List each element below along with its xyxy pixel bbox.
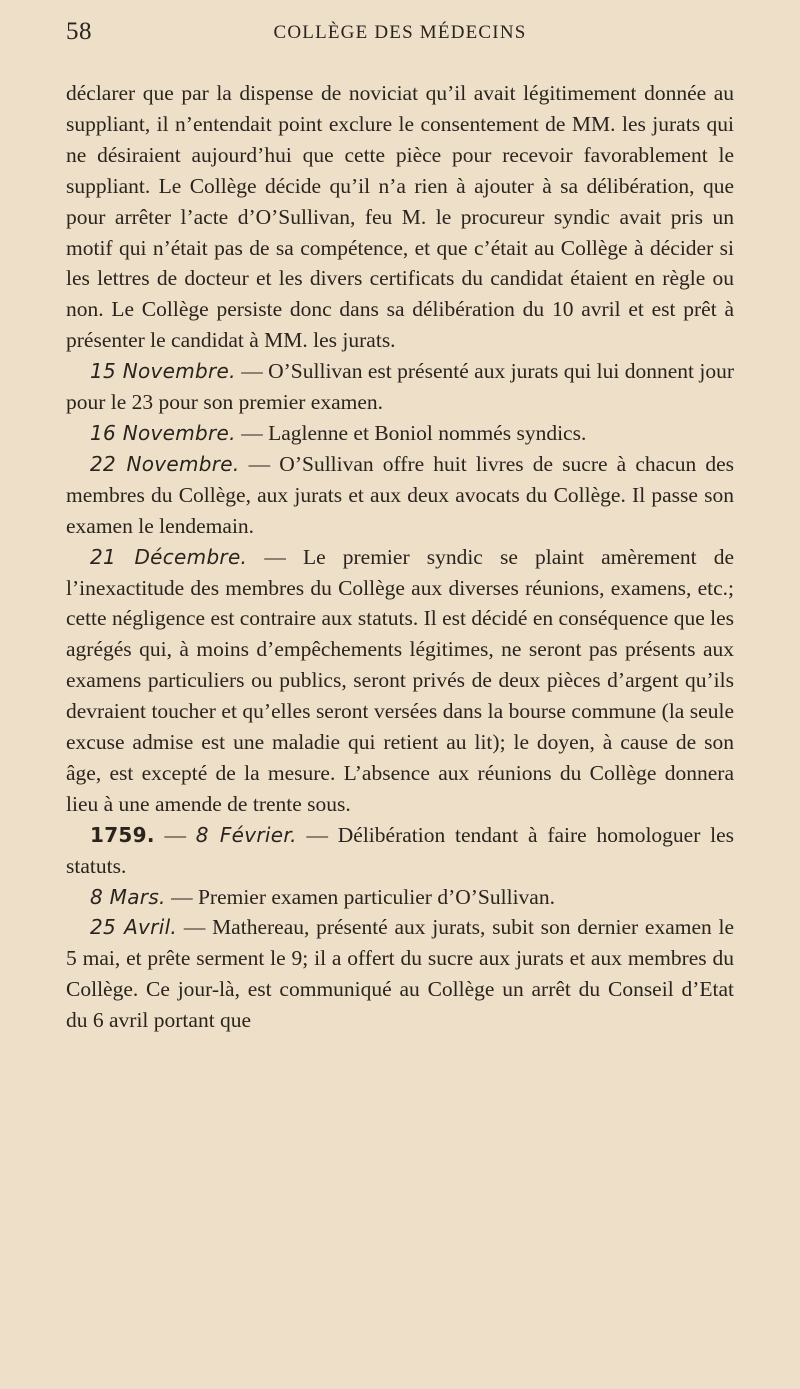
entry-date: 15 Novembre. [90, 359, 236, 384]
entry-text: — Délibération tendant à faire homologuer les statuts. [66, 822, 735, 878]
paragraph-continuation: déclarer que par la dispense de noviciat qu’il avait légitimement donnée au suppliant, il n’entendait point exclure le consentement de MM. les jurats qui ne désiraient aujourd’hui que cette pièce pour recevoir favorablement le suppliant. Le Collège décide qu’il n’a rien à ajouter à sa délibération, que pour arrêter l’acte d’O’Sullivan, feu M. le procureur syndic avait pris un motif qui n’était pas de sa compétence, et que c’était au Collège à décider si les lettres de docteur et les divers certificats du candidat étaient en règle ou non. Le Collège persiste donc dans sa délibération du 10 avril et est prêt à présenter le candidat à MM. les jurats. [66, 81, 734, 353]
entry-date: 8 Mars. [90, 884, 166, 909]
entry-8-mars [66, 882, 734, 913]
entry-15-novembre [66, 356, 734, 418]
entry-year: 1759. [90, 822, 155, 847]
entry-date: 25 Avril. [90, 915, 178, 940]
entry-21-decembre [66, 542, 734, 820]
entry-date: 16 Novembre. [90, 420, 236, 445]
entry-text: — Laglenne et Boniol nommés syndics. [235, 420, 587, 445]
entry-date: 21 Décembre. [90, 544, 248, 569]
page-header [66, 18, 734, 58]
entry-22-novembre [66, 449, 734, 542]
entry-text: — Mathereau, présenté aux jurats, subit son dernier examen le 5 mai, et prête serment le 9; il a offert du sucre aux jurats et aux membres du Collège. Ce jour-là, est communiqué au Collège un arrêt du Conseil d’Etat du 6 avril portant que [66, 915, 735, 1033]
entry-25-avril [66, 912, 734, 1036]
entry-text: — Premier examen particulier d’O’Sullivan. [165, 884, 555, 909]
running-title: COLLÈGE DES MÉDECINS [273, 22, 527, 43]
body-text [66, 78, 734, 1036]
entry-text: — Le premier syndic se plaint amèrement de l’inexactitude des membres du Collège aux diverses réunions, examens, etc.; cette négligence est contraire aux statuts. Il est décidé en conséquence que les agrégés qui, à moins d’empêchements légitimes, ne seront pas présents aux examens particuliers ou publics, seront privés de deux pièces d’argent qu’ils devraient toucher et qu’elles seront versées dans la bourse commune (la seule excuse admise est une maladie qui retient au lit); le doyen, à cause de son âge, est excepté de la mesure. L’absence aux réunions du Collège donnera lieu à une amende de trente sous. [66, 544, 735, 816]
page-number: 58 [66, 18, 92, 45]
entry-text: — O’Sullivan offre huit livres de sucre à chacun des membres du Collège, aux jurats et aux deux avocats du Collège. Il passe son examen le lendemain. [66, 451, 734, 538]
entry-date: 22 Novembre. [90, 451, 240, 476]
entry-date: 8 Février. [195, 822, 297, 847]
entry-1759-8-fevrier [66, 820, 734, 882]
entry-text: — O’Sullivan est présenté aux jurats qui lui donnent jour pour le 23 pour son premier examen. [66, 359, 734, 415]
entry-16-novembre [66, 418, 734, 449]
year-separator: — [154, 822, 196, 847]
